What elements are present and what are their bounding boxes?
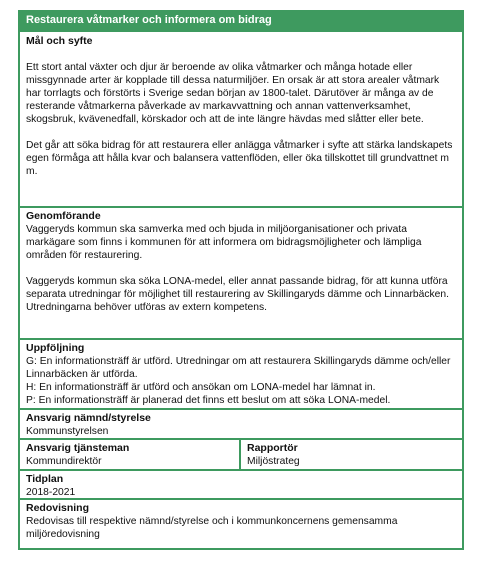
ansvarig-namnd-heading: Ansvarig nämnd/styrelse (26, 412, 151, 424)
section-mal-och-syfte (20, 30, 462, 206)
section-redovisning (20, 498, 462, 548)
mal-paragraph-2: Det går att söka bidrag för att restaurera eller anlägga våtmarker i syfte att stärka landskapets egen förmåga att hålla kvar och balansera vattenflöden, eller öka tillskottet till grundvattnet m m. (26, 140, 453, 177)
section-genomforande (20, 206, 462, 338)
section-uppfoljning (20, 338, 462, 408)
section-tidplan (20, 469, 462, 498)
genomforande-heading: Genomförande (26, 210, 101, 222)
mal-heading: Mål och syfte (26, 35, 93, 47)
uppfoljning-g: G: En informationsträff är utförd. Utredningar om att restaurera Skillingaryds dämme och/eller Linnarbäcken är utförda. (26, 356, 451, 380)
cell-rapportor (241, 440, 462, 469)
cell-ansvarig-tjansteman (20, 440, 241, 469)
tidplan-heading: Tidplan (26, 473, 64, 485)
redovisning-value: Redovisas till respektive nämnd/styrelse och i kommunkoncernens gemensamma miljöredovisning (26, 516, 398, 540)
genomforande-paragraph-2: Vaggeryds kommun ska söka LONA-medel, eller annat passande bidrag, för att kunna utföra separata utredningar för möjlighet till restaurering av Skillingaryds dämme och Linnarbäcken. Utredningarna behöver utföras av extern kompetens. (26, 276, 449, 313)
ansvarig-tjansteman-value: Kommundirektör (26, 456, 102, 467)
genomforande-paragraph-1: Vaggeryds kommun ska samverka med och bjuda in miljöorganisationer och privata markägare som finns i kommunen för att informera om bidragsmöjligheter och lämpliga områden för restaurering. (26, 224, 422, 261)
ansvarig-tjansteman-heading: Ansvarig tjänsteman (26, 442, 130, 454)
redovisning-heading: Redovisning (26, 502, 90, 514)
section-tjansteman-rapportor (20, 438, 462, 469)
rapportor-heading: Rapportör (247, 442, 298, 454)
uppfoljning-p: P: En informationsträff är planerad det finns ett beslut om att söka LONA-medel. (26, 395, 391, 406)
ansvarig-namnd-value: Kommunstyrelsen (26, 426, 109, 437)
uppfoljning-heading: Uppföljning (26, 342, 85, 354)
uppfoljning-h: H: En informationsträff är utförd och ansökan om LONA-medel har lämnat in. (26, 382, 376, 393)
table-title: Restaurera våtmarker och informera om bidrag (20, 12, 462, 30)
action-table (18, 10, 464, 550)
tidplan-value: 2018-2021 (26, 487, 76, 498)
rapportor-value: Miljöstrateg (247, 456, 300, 467)
section-ansvarig-namnd (20, 408, 462, 438)
mal-paragraph-1: Ett stort antal växter och djur är beroende av olika våtmarker och många hotade eller missgynnade arter är kopplade till dessa naturmiljöer. En orsak är att stora arealer våtmark har torrlagts och förstörts i Sverige sedan början av 1800-talet. Därutöver är många av de resterande våtmarkerna påverkade av markavvattning och annan vattenverksamhet, skogsbruk, kvävenedfall, körskador och att de inte längre hävdas med slåtter eller bete. (26, 62, 440, 125)
